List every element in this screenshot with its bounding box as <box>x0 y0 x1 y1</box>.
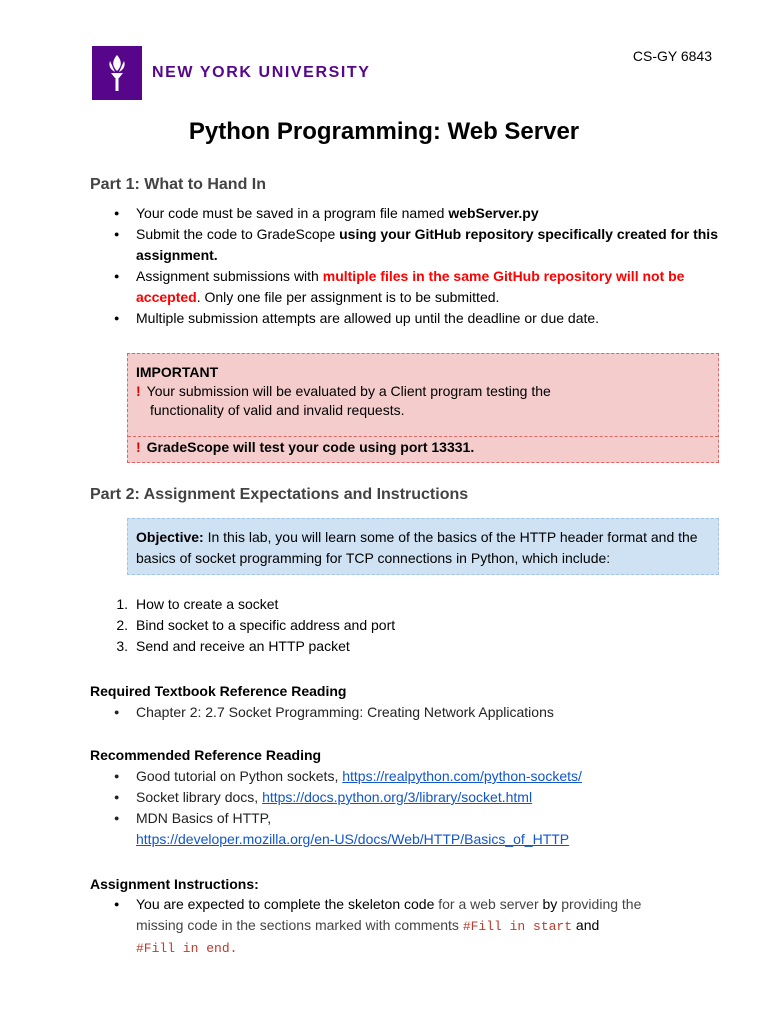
recommended-reading-list <box>90 766 730 850</box>
recommended-reading-heading: Recommended Reference Reading <box>90 747 322 763</box>
step-number: 2. <box>116 617 128 633</box>
divider <box>128 436 718 437</box>
torch-icon <box>92 46 142 100</box>
item-text: providing the missing code in the sections marked with comments <box>136 896 642 933</box>
course-code: CS-GY 6843 <box>632 48 712 64</box>
document-title: Python Programming: Web Server <box>188 118 580 145</box>
item-text: and <box>572 917 600 933</box>
python-docs-link[interactable]: https://docs.python.org/3/library/socket.html <box>262 789 533 805</box>
list-item <box>90 894 690 959</box>
file-name: webServer.py <box>448 205 539 221</box>
list-item: ● Chapter 2: 2.7 Socket Programming: Creating Network Applications <box>90 702 730 723</box>
code-comment: #Fill in start <box>462 919 573 934</box>
objective-text: In this lab, you will learn some of the basics of the HTTP header format and the basics of socket programming for TCP connections in Python, which include: <box>136 529 698 566</box>
list-item <box>90 594 730 615</box>
item-emphasis: using your GitHub repository specifically created for this assignment. <box>136 226 718 263</box>
code-comment: #Fill in end. <box>136 941 238 956</box>
item-text: MDN Basics of HTTP, <box>136 810 272 826</box>
list-item <box>90 636 730 657</box>
list-item <box>90 308 730 329</box>
item-text: Socket library docs, <box>136 789 263 805</box>
required-reading-list <box>90 702 730 723</box>
realpython-link[interactable]: https://realpython.com/python-sockets/ <box>342 768 582 784</box>
step-number: 3. <box>116 638 128 654</box>
list-item <box>90 224 730 266</box>
step-text: How to create a socket <box>136 596 279 612</box>
steps-list <box>90 594 730 657</box>
university-name: NEW YORK UNIVERSITY <box>152 64 371 81</box>
item-text: You are expected to complete the skeleton code <box>136 896 435 912</box>
list-item <box>90 203 730 224</box>
hand-in-list <box>90 203 730 329</box>
part1-heading: Part 1: What to Hand In <box>90 176 266 193</box>
item-text: Assignment submissions with <box>136 268 323 284</box>
step-text: Bind socket to a specific address and port <box>136 617 396 633</box>
exclamation-icon: ! <box>136 439 141 455</box>
step-text: Send and receive an HTTP packet <box>136 638 350 654</box>
list-item <box>90 787 730 808</box>
item-text: Your code must be saved in a program file named <box>136 205 449 221</box>
objective-label: Objective: <box>136 529 204 545</box>
item-text: . Only one file per assignment is to be submitted. <box>196 289 500 305</box>
exclamation-icon: ! <box>136 383 141 399</box>
list-item <box>90 808 730 850</box>
part2-heading: Part 2: Assignment Expectations and Instructions <box>90 486 469 503</box>
item-text: Good tutorial on Python sockets, <box>136 768 343 784</box>
item-text: by <box>542 896 558 912</box>
warning-text: multiple files in the same GitHub repository will not be accepted <box>136 268 685 305</box>
important-line-2 <box>136 438 474 457</box>
list-item <box>90 266 730 308</box>
instructions-heading: Assignment Instructions: <box>90 876 259 892</box>
important-title: IMPORTANT <box>136 364 219 380</box>
item-text: Submit the code to GradeScope <box>136 226 340 242</box>
important-text: Your submission will be evaluated by a Client program testing the <box>146 383 551 399</box>
important-line-1 <box>136 382 551 401</box>
list-item <box>90 615 730 636</box>
important-text: GradeScope will test your code using port 13331. <box>146 439 475 455</box>
item-text: for a web server <box>434 896 543 912</box>
list-item <box>90 766 730 787</box>
objective-callout <box>127 518 719 575</box>
nyu-torch-logo <box>92 46 142 100</box>
required-reading-heading: Required Textbook Reference Reading <box>90 683 347 699</box>
important-callout <box>127 353 719 463</box>
item-text: Multiple submission attempts are allowed up until the deadline or due date. <box>136 310 600 326</box>
mdn-link[interactable]: https://developer.mozilla.org/en-US/docs/Web/HTTP/Basics_of_HTTP <box>136 831 570 847</box>
important-line-1b: functionality of valid and invalid requests. <box>150 402 405 418</box>
step-number: 1. <box>116 596 128 612</box>
instructions-list <box>90 894 690 959</box>
